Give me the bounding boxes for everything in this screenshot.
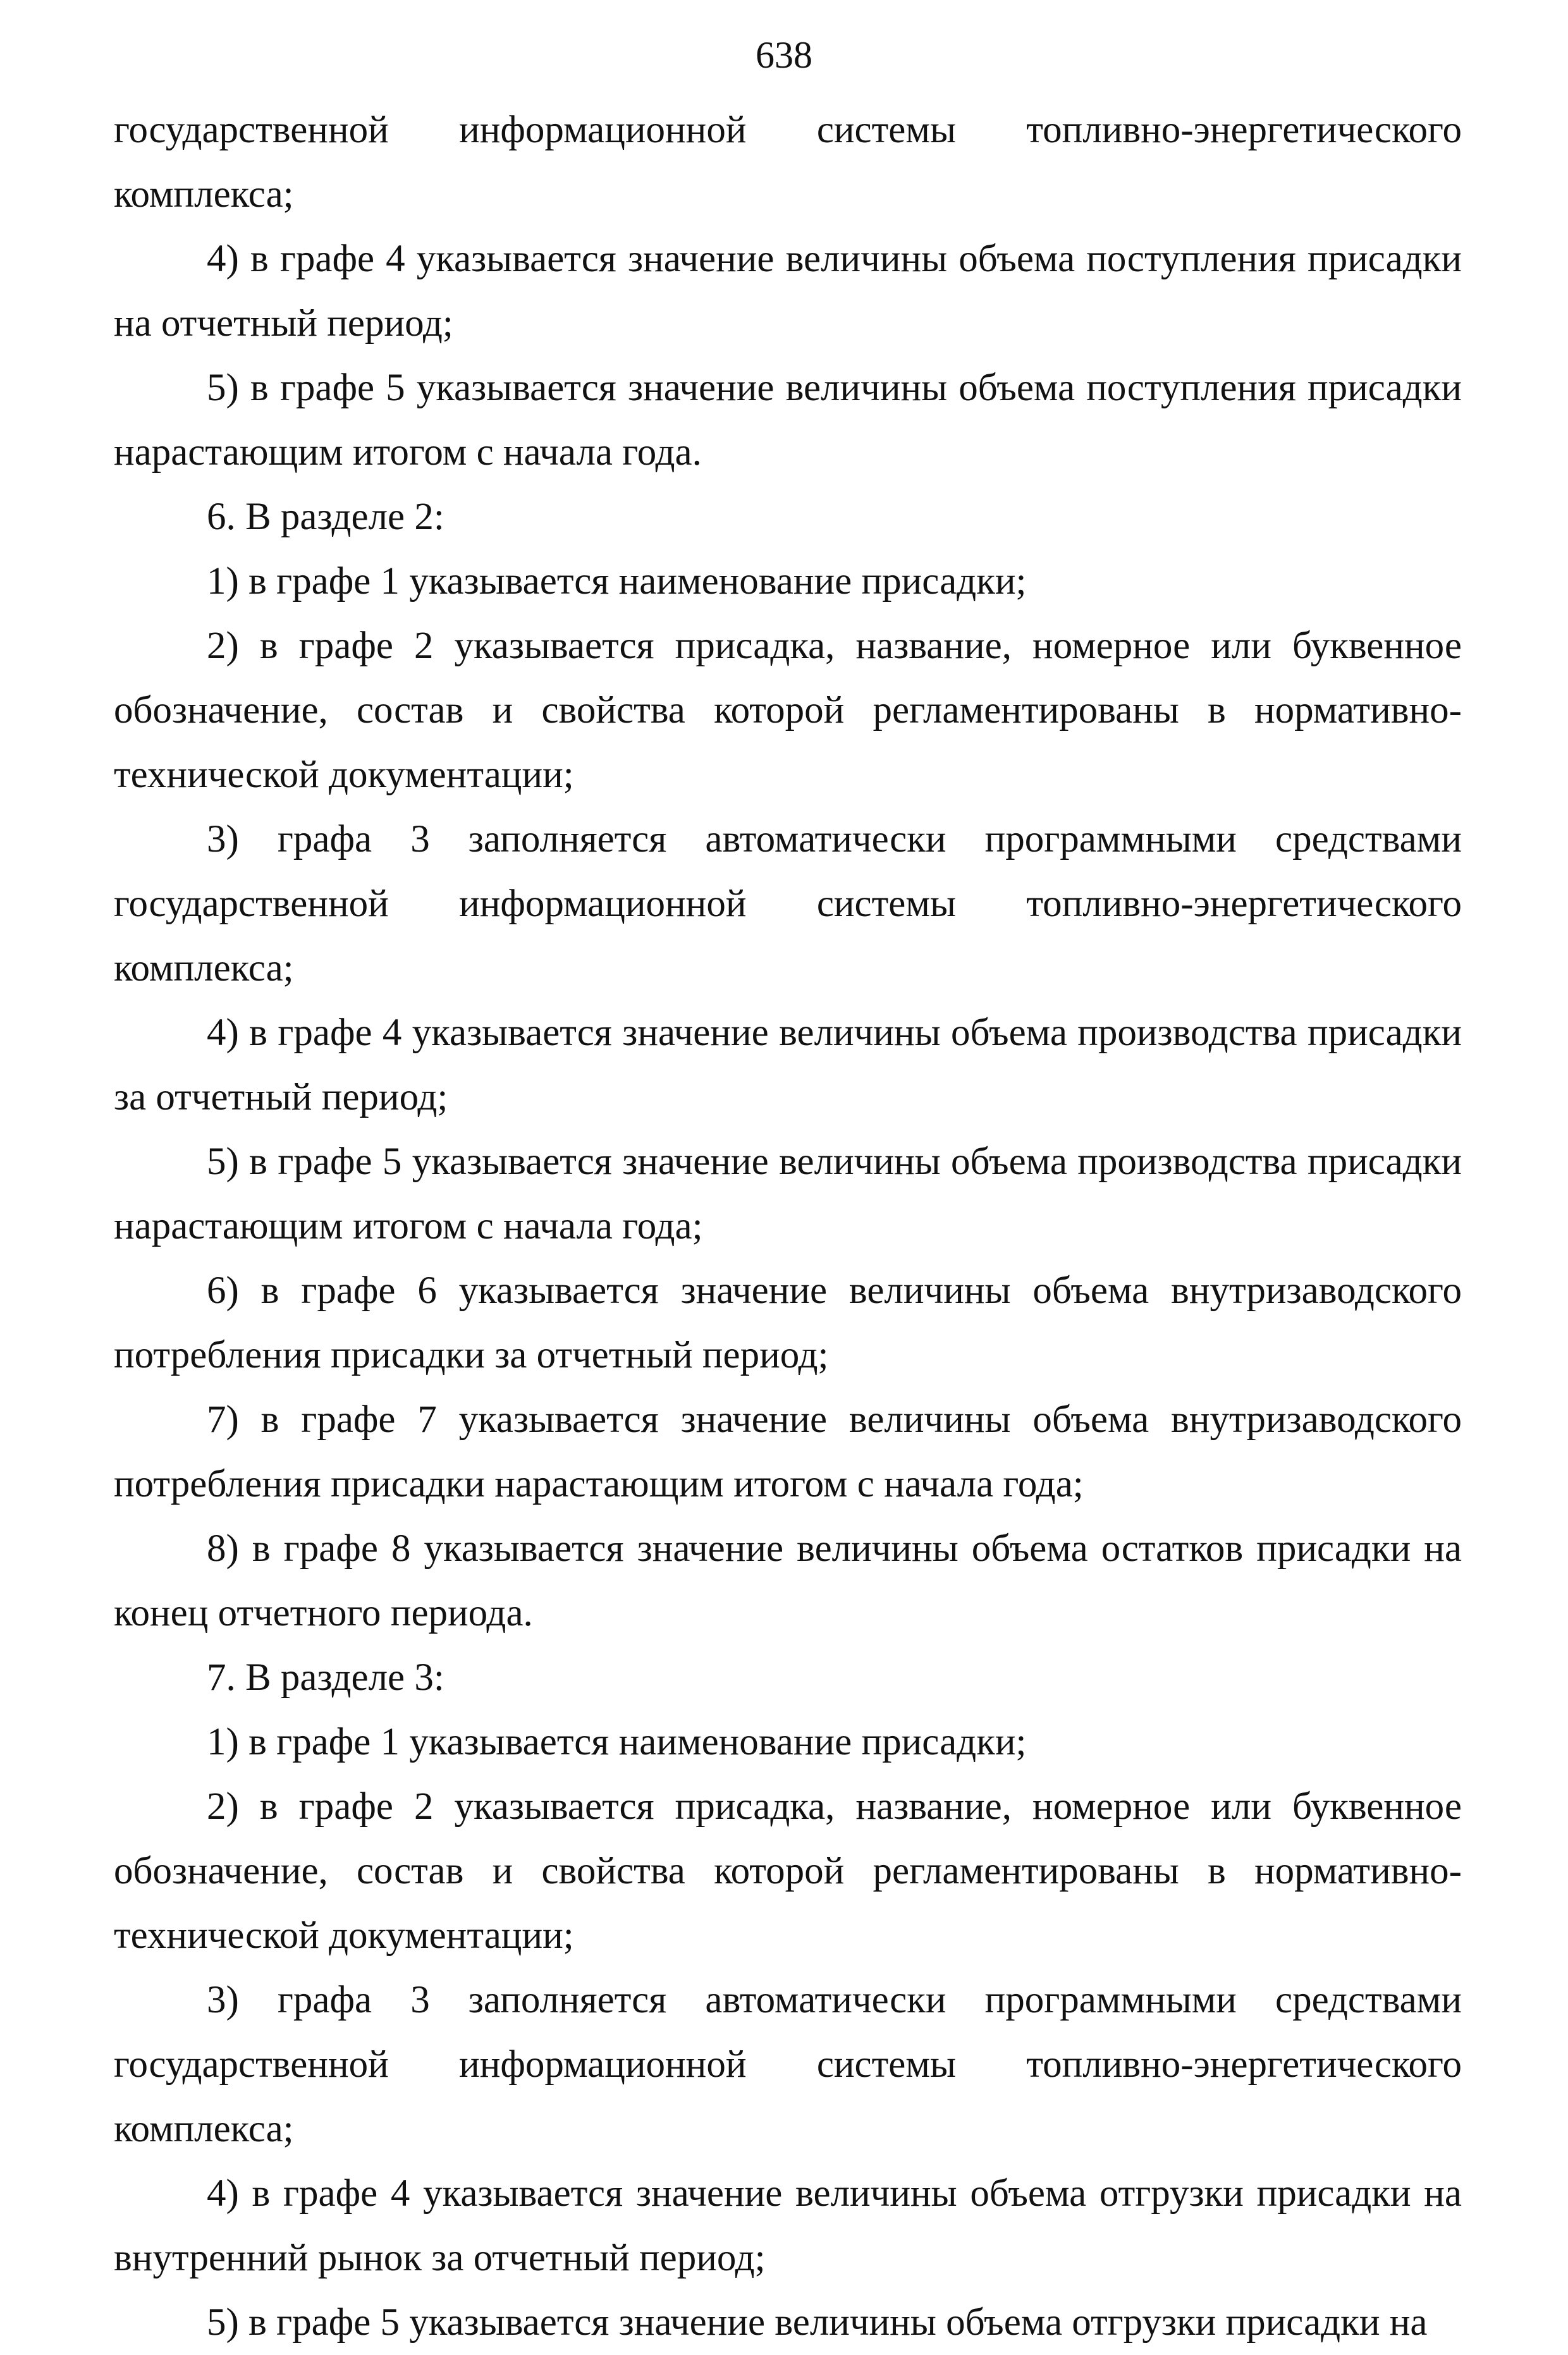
paragraph-item: 4) в графе 4 указывается значение величины объема отгрузки присадки на внутренний рынок за отчетный период; xyxy=(114,2172,1462,2279)
paragraph-item: 8) в графе 8 указывается значение величины объема остатков присадки на конец отчетного периода. xyxy=(114,1527,1462,1634)
paragraph-item: 4) в графе 4 указывается значение величины объема производства присадки за отчетный период; xyxy=(114,1012,1462,1118)
paragraph-item: 5) в графе 5 указывается значение величины объема поступления присадки нарастающим итогом с начала года. xyxy=(114,367,1462,474)
paragraph-item: 4) в графе 4 указывается значение величины объема поступления присадки на отчетный период; xyxy=(114,238,1462,345)
paragraph-item: 7) в графе 7 указывается значение величины объема внутризаводского потребления присадки нарастающим итогом с начала года; xyxy=(114,1398,1462,1505)
document-body xyxy=(114,98,1462,2355)
paragraph-item: 3) графа 3 заполняется автоматически программными средствами государственной информационной системы топливно-энергетического комплекса; xyxy=(114,1979,1462,2150)
paragraph-item-truncated: 5) в графе 5 указывается значение величины объема отгрузки присадки на xyxy=(207,2301,1428,2344)
paragraph-item: 3) графа 3 заполняется автоматически программными средствами государственной информационной системы топливно-энергетического комплекса; xyxy=(114,818,1462,989)
paragraph-item: 2) в графе 2 указывается присадка, название, номерное или буквенное обозначение, состав и свойства которой регламентированы в нормативно-технической документации; xyxy=(114,625,1462,796)
section-heading: 6. В разделе 2: xyxy=(207,496,444,538)
page-number: 638 xyxy=(756,34,812,76)
paragraph-item: 2) в графе 2 указывается присадка, название, номерное или буквенное обозначение, состав и свойства которой регламентированы в нормативно-технической документации; xyxy=(114,1785,1462,1957)
paragraph-item: 1) в графе 1 указывается наименование присадки; xyxy=(207,560,1027,603)
paragraph-continuation: государственной информационной системы топливно-энергетического комплекса; xyxy=(114,109,1462,216)
section-heading: 7. В разделе 3: xyxy=(207,1656,444,1699)
paragraph-item: 5) в графе 5 указывается значение величины объема производства присадки нарастающим итогом с начала года; xyxy=(114,1141,1462,1247)
paragraph-item: 6) в графе 6 указывается значение величины объема внутризаводского потребления присадки за отчетный период; xyxy=(114,1269,1462,1376)
paragraph-item: 1) в графе 1 указывается наименование присадки; xyxy=(207,1721,1027,1763)
